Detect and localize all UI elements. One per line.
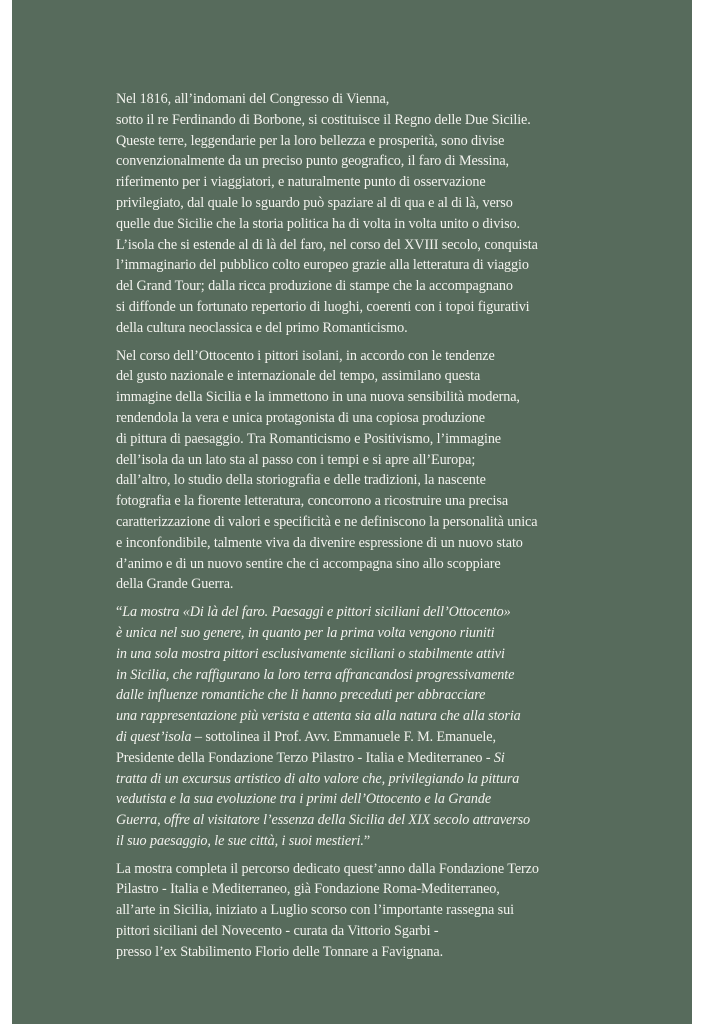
text-line: riferimento per i viaggiatori, e naturalmente punto di osservazione [116,174,486,191]
text-line: fotografia e la fiorente letteratura, concorrono a ricostruire una precisa [116,493,509,510]
text-line: si diffonde un fortunato repertorio di luoghi, coerenti con i topoi figurativi [116,298,530,315]
text-line: quelle due Sicilie che la storia politica ha di volta in volta unito o diviso. [116,215,520,232]
text-line: e inconfondibile, talmente viva da divenire espressione di un nuovo stato [116,534,523,551]
text-line [116,727,596,748]
text-line: in Sicilia, che raffigurano la loro terra affrancandosi progressivamente [116,666,515,683]
text-line [116,748,596,769]
text-line [116,831,596,852]
paragraph-closing [116,859,596,963]
quote-text: La mostra «Di là del faro. Paesaggi e pittori siciliani dell’Ottocento» [122,604,511,621]
text-line: del Grand Tour; dalla ricca produzione di stampe che la accompagnano [116,278,513,295]
text-line: d’animo e di un nuovo sentire che ci accompagna sino allo scoppiare [116,555,501,572]
text-line: La mostra completa il percorso dedicato quest’anno dalla Fondazione Terzo [116,860,539,877]
text-line: privilegiato, dal quale lo sguardo può spaziare al di qua e al di là, verso [116,194,513,211]
text-line: di pittura di paesaggio. Tra Romanticismo e Positivismo, l’immagine [116,430,502,447]
text-line: rendendola la vera e unica protagonista di una copiosa produzione [116,409,485,426]
paragraph-quote [116,602,596,852]
paragraph-ottocento [116,346,596,596]
text-line: convenzionalmente da un preciso punto geografico, il faro di Messina, [116,153,509,170]
open-quote: “ [116,604,123,621]
text-line: tratta di un excursus artistico di alto valore che, privilegiando la pittura [116,770,520,787]
text-line: della Grande Guerra. [116,576,234,593]
text-line: del gusto nazionale e internazionale del tempo, assimilano questa [116,368,481,385]
text-line: dell’isola da un lato sta al passo con i tempi e si apre all’Europa; [116,451,476,468]
text-line: vedutista e la sua evoluzione tra i primi dell’Ottocento e la Grande [116,791,492,808]
text-line: Nel corso dell’Ottocento i pittori isolani, in accordo con le tendenze [116,347,495,364]
attribution-text: – sottolinea il Prof. Avv. Emmanuele F. M. Emanuele, [191,728,496,745]
text-line: Pilastro - Italia e Mediterraneo, già Fondazione Roma-Mediterraneo, [116,881,500,898]
text-line: sotto il re Ferdinando di Borbone, si costituisce il Regno delle Due Sicilie. [116,111,531,128]
text-line: una rappresentazione più verista e attenta sia alla natura che alla storia [116,708,521,725]
quote-text: il suo paesaggio, le sue città, i suoi mestieri. [116,832,364,849]
paragraph-intro [116,89,596,339]
text-line: immagine della Sicilia e la immettono in una nuova sensibilità moderna, [116,389,520,406]
text-line [116,602,596,623]
quote-text: di quest’isola [116,728,192,745]
text-line: Guerra, offre al visitatore l’essenza della Sicilia del XIX secolo attraverso [116,812,531,829]
text-line: dall’altro, lo studio della storiografia e delle tradizioni, la nascente [116,472,486,489]
text-line: dalle influenze romantiche che li hanno preceduti per abbracciare [116,687,486,704]
text-line: Nel 1816, all’indomani del Congresso di Vienna, [116,91,390,107]
text-line: Queste terre, leggendarie per la loro bellezza e prosperità, sono divise [116,132,505,149]
text-line: è unica nel suo genere, in quanto per la prima volta vengono riuniti [116,624,495,641]
text-line: L’isola che si estende al di là del faro, nel corso del XVIII secolo, conquista [116,236,538,253]
text-line: della cultura neoclassica e del primo Romanticismo. [116,319,408,336]
text-line: caratterizzazione di valori e specificità e ne definiscono la personalità unica [116,513,538,530]
text-line: pittori siciliani del Novecento - curata da Vittorio Sgarbi - [116,923,439,940]
article-text [116,89,596,963]
text-line: l’immaginario del pubblico colto europeo grazie alla letteratura di viaggio [116,257,529,274]
text-line: presso l’ex Stabilimento Florio delle Tonnare a Favignana. [116,943,444,960]
quote-text: Si [493,749,505,766]
text-line: in una sola mostra pittori esclusivamente siciliani o stabilmente attivi [116,645,505,662]
close-quote: ” [363,832,371,849]
attribution-text: Presidente della Fondazione Terzo Pilastro - Italia e Mediterraneo - [116,749,494,766]
text-line: all’arte in Sicilia, iniziato a Luglio scorso con l’importante rassegna sui [116,902,514,919]
